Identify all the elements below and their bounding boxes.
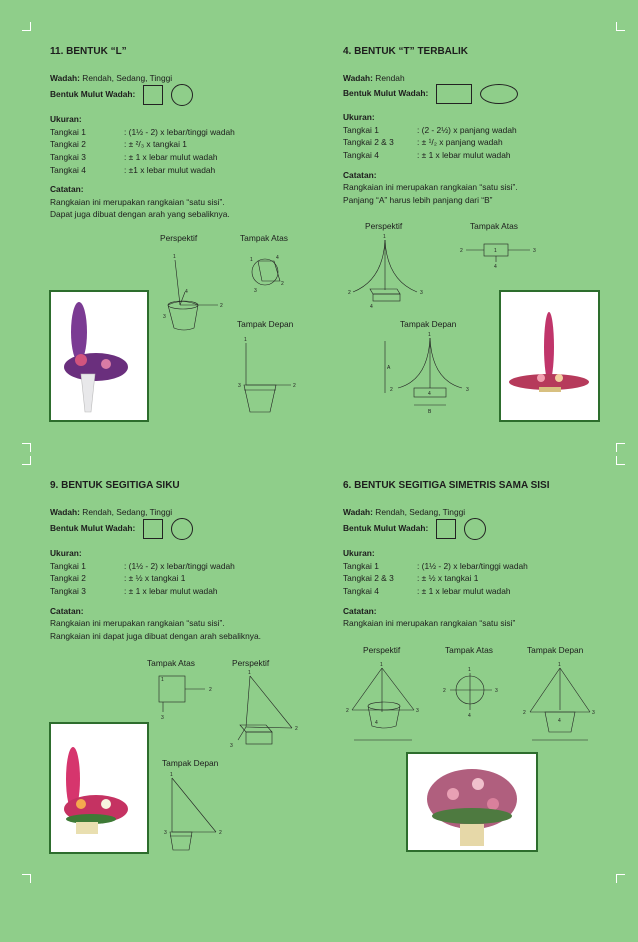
svg-text:4: 4 (428, 391, 431, 397)
ukuran-row: Tangkai 1 : (1½ - 2) x lebar/tinggi wadah (343, 560, 528, 571)
view-label-tampak-atas: Tampak Atas (240, 233, 288, 243)
perspektif-diagram (345, 235, 430, 310)
svg-text:2: 2 (443, 688, 446, 694)
note-line: Rangkaian ini merupakan rangkaian “satu sisi”. (50, 618, 225, 629)
svg-text:2: 2 (523, 710, 526, 716)
flower-arrangement-photo (406, 752, 538, 852)
perspektif-diagram (342, 660, 427, 745)
flower-arrangement-photo (499, 290, 600, 422)
svg-text:4: 4 (468, 713, 471, 719)
perspektif-diagram (228, 670, 303, 755)
tampak-atas-diagram (248, 255, 288, 295)
svg-text:3: 3 (238, 383, 241, 389)
circle-shape-icon (464, 518, 486, 540)
oval-shape-icon (480, 84, 518, 104)
ukuran-row: Tangkai 4 : ± 1 x lebar mulut wadah (343, 149, 511, 160)
circle-shape-icon (171, 84, 193, 106)
section-title: 6. BENTUK SEGITIGA SIMETRIS SAMA SISI (343, 480, 550, 491)
svg-text:3: 3 (466, 387, 469, 393)
svg-text:A: A (387, 365, 391, 371)
svg-text:1: 1 (173, 254, 176, 260)
ukuran-row: Tangkai 2 : ± ½ x tangkai 1 (50, 573, 186, 584)
section-title: 11. BENTUK “L” (50, 46, 127, 57)
mulut-wadah-label: Bentuk Mulut Wadah: (343, 88, 429, 99)
crop-mark (22, 22, 31, 31)
ukuran-label: Ukuran: (50, 548, 82, 559)
svg-text:3: 3 (254, 288, 257, 294)
rectangle-shape-icon (436, 84, 472, 104)
svg-text:2: 2 (219, 830, 222, 836)
view-label-perspektif: Perspektif (365, 221, 403, 231)
ukuran-row: Tangkai 1 : (1½ - 2) x lebar/tinggi wadah (50, 126, 235, 137)
svg-text:B: B (428, 409, 432, 415)
svg-text:2: 2 (281, 281, 284, 287)
section-segitiga-siku (50, 480, 320, 642)
svg-text:1: 1 (468, 667, 471, 673)
ukuran-row: Tangkai 2 & 3 : ± ½ x tangkai 1 (343, 573, 479, 584)
tampak-depan-diagram (520, 660, 600, 745)
ukuran-row: Tangkai 2 : ± ²/₃ x tangkai 1 (50, 139, 187, 150)
catatan-label: Catatan: (343, 605, 377, 616)
crop-mark (22, 874, 31, 883)
svg-text:1: 1 (558, 662, 561, 668)
tampak-atas-diagram (155, 672, 220, 722)
svg-text:3: 3 (416, 708, 419, 714)
flower-arrangement-photo (49, 290, 149, 422)
view-label-perspektif: Perspektif (232, 658, 270, 668)
tampak-atas-diagram (458, 240, 543, 270)
note-line: Rangkaian ini dapat juga dibuat dengan arah sebaliknya. (50, 630, 261, 641)
wadah-label: Wadah: (50, 506, 80, 517)
ukuran-row: Tangkai 1 : (1½ - 2) x lebar/tinggi wadah (50, 560, 235, 571)
svg-text:4: 4 (558, 718, 561, 724)
ukuran-label: Ukuran: (50, 114, 82, 125)
mulut-wadah-label: Bentuk Mulut Wadah: (50, 89, 136, 100)
svg-text:2: 2 (293, 383, 296, 389)
section-bentuk-l (50, 46, 320, 221)
view-label-tampak-depan: Tampak Depan (400, 319, 457, 329)
tampak-atas-diagram (440, 665, 510, 725)
svg-text:2: 2 (295, 726, 298, 732)
svg-text:3: 3 (420, 290, 423, 296)
crop-mark (22, 456, 31, 465)
view-label-tampak-atas: Tampak Atas (445, 645, 493, 655)
crop-mark (616, 443, 625, 452)
note-line: Rangkaian ini merupakan rangkaian “satu sisi” (343, 618, 516, 629)
crop-mark (22, 443, 31, 452)
view-label-tampak-depan: Tampak Depan (237, 319, 294, 329)
square-shape-icon (143, 519, 163, 539)
ukuran-row: Tangkai 1 : (2 - 2½) x panjang wadah (343, 124, 517, 135)
wadah-value: Rendah, Sedang, Tinggi (372, 506, 466, 517)
ukuran-row: Tangkai 4 : ± 1 x lebar mulut wadah (343, 585, 511, 596)
svg-text:1: 1 (494, 248, 497, 254)
svg-text:2: 2 (348, 290, 351, 296)
note-line: Rangkaian ini merupakan rangkaian “satu sisi”. (50, 196, 225, 207)
svg-text:4: 4 (276, 255, 279, 261)
crop-mark (616, 22, 625, 31)
ukuran-row: Tangkai 3 : ± 1 x lebar mulut wadah (50, 585, 218, 596)
svg-text:3: 3 (161, 715, 164, 721)
svg-text:1: 1 (170, 772, 173, 778)
svg-text:2: 2 (346, 708, 349, 714)
svg-text:2: 2 (220, 303, 223, 309)
view-label-perspektif: Perspektif (363, 645, 401, 655)
svg-text:1: 1 (244, 337, 247, 343)
crop-mark (616, 456, 625, 465)
section-segitiga-simetris (343, 480, 613, 630)
svg-text:4: 4 (494, 264, 497, 270)
note-line: Dapat juga dibuat dengan arah yang sebaliknya. (50, 209, 230, 220)
section-title: 9. BENTUK SEGITIGA SIKU (50, 480, 180, 491)
catatan-label: Catatan: (50, 605, 84, 616)
wadah-label: Wadah: (343, 72, 373, 83)
note-line: Panjang “A” harus lebih panjang dari “B” (343, 194, 493, 205)
catatan-label: Catatan: (50, 184, 84, 195)
svg-text:3: 3 (533, 248, 536, 254)
ukuran-label: Ukuran: (343, 548, 375, 559)
svg-text:3: 3 (164, 830, 167, 836)
svg-text:3: 3 (163, 314, 166, 320)
wadah-label: Wadah: (50, 72, 80, 83)
ukuran-row: Tangkai 2 & 3 : ± ¹/₂ x panjang wadah (343, 137, 503, 148)
ukuran-row: Tangkai 4 : ±1 x lebar mulut wadah (50, 164, 216, 175)
section-title: 4. BENTUK “T” TERBALIK (343, 46, 468, 57)
svg-text:1: 1 (428, 332, 431, 338)
svg-text:1: 1 (250, 257, 253, 263)
square-shape-icon (436, 519, 456, 539)
view-label-tampak-depan: Tampak Depan (527, 645, 584, 655)
svg-text:2: 2 (460, 248, 463, 254)
tampak-depan-diagram (160, 772, 235, 857)
wadah-value: Rendah (372, 72, 405, 83)
tampak-depan-diagram (380, 333, 480, 418)
svg-text:4: 4 (370, 304, 373, 310)
square-shape-icon (143, 85, 163, 105)
crop-mark (616, 874, 625, 883)
circle-shape-icon (171, 518, 193, 540)
section-bentuk-t-terbalik (343, 46, 613, 206)
catatan-label: Catatan: (343, 169, 377, 180)
flower-arrangement-photo (49, 722, 149, 854)
mulut-wadah-label: Bentuk Mulut Wadah: (343, 523, 429, 534)
wadah-label: Wadah: (343, 506, 373, 517)
perspektif-diagram (160, 250, 230, 335)
svg-text:2: 2 (209, 687, 212, 693)
svg-text:2: 2 (390, 387, 393, 393)
wadah-value: Rendah, Sedang, Tinggi (79, 506, 173, 517)
view-label-tampak-atas: Tampak Atas (470, 221, 518, 231)
view-label-perspektif: Perspektif (160, 233, 198, 243)
svg-text:4: 4 (185, 289, 188, 295)
svg-text:3: 3 (495, 688, 498, 694)
svg-text:3: 3 (230, 743, 233, 749)
wadah-value: Rendah, Sedang, Tinggi (79, 72, 173, 83)
svg-text:3: 3 (592, 710, 595, 716)
note-line: Rangkaian ini merupakan rangkaian “satu sisi”. (343, 182, 518, 193)
tampak-depan-diagram (236, 335, 301, 420)
svg-text:1: 1 (380, 662, 383, 668)
view-label-tampak-atas: Tampak Atas (147, 658, 195, 668)
mulut-wadah-label: Bentuk Mulut Wadah: (50, 523, 136, 534)
svg-text:4: 4 (375, 720, 378, 726)
ukuran-row: Tangkai 3 : ± 1 x lebar mulut wadah (50, 151, 218, 162)
svg-text:1: 1 (248, 670, 251, 676)
ukuran-label: Ukuran: (343, 112, 375, 123)
svg-text:1: 1 (161, 677, 164, 683)
svg-text:1: 1 (383, 234, 386, 240)
view-label-tampak-depan: Tampak Depan (162, 758, 219, 768)
